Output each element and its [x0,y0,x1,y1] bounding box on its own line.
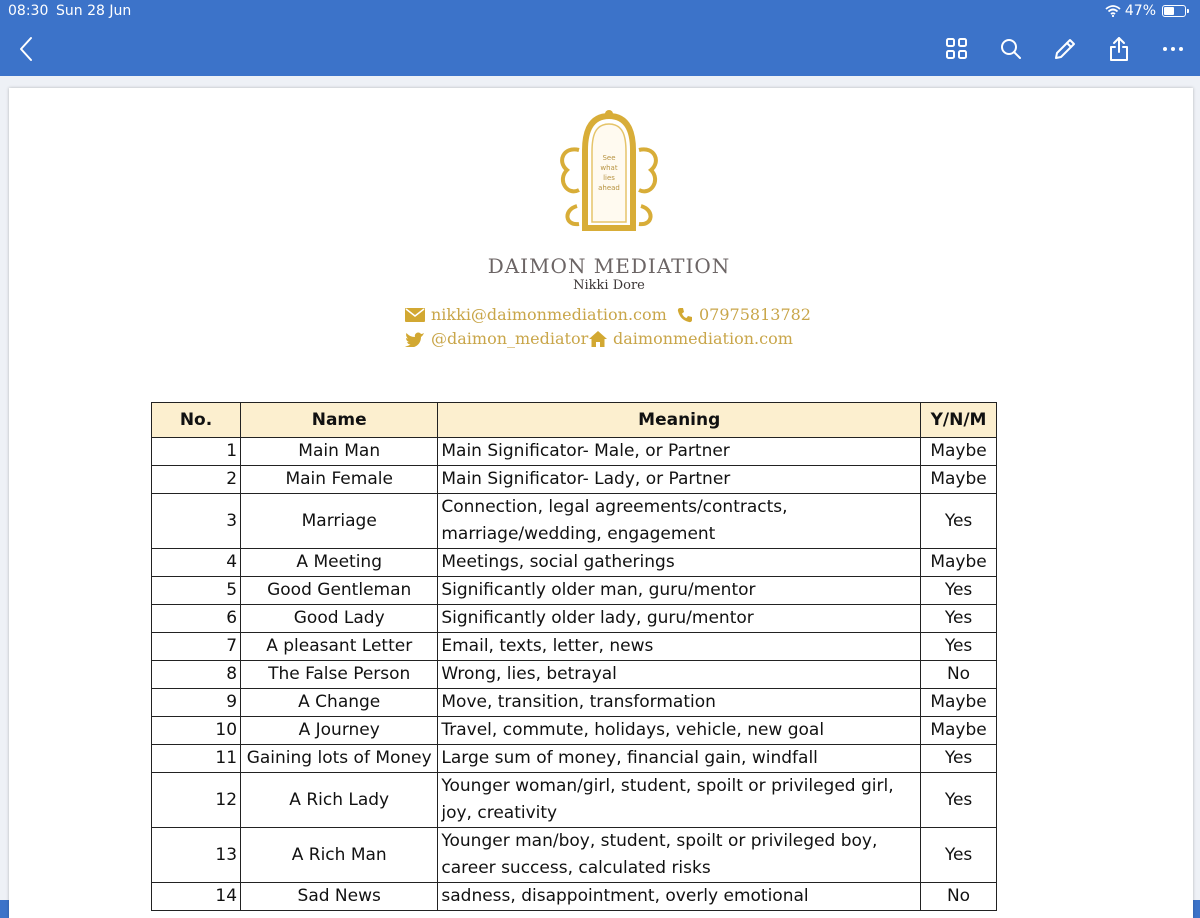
row-number: 14 [152,883,241,911]
row-number: 7 [152,633,241,661]
toolbar [0,22,1200,76]
table-row [152,828,997,883]
row-name: A Meeting [241,549,438,577]
header-no: No. [152,403,241,438]
row-name: Main Female [241,466,438,494]
row-number: 10 [152,717,241,745]
status-bar [0,0,1200,22]
row-meaning: Travel, commute, holidays, vehicle, new goal [438,717,921,745]
contact-twitter [405,329,588,348]
row-meaning: Email, texts, letter, news [438,633,921,661]
mirror-logo [549,110,669,240]
row-ynm: Maybe [921,717,997,745]
battery-icon [1162,5,1186,17]
table-row [152,661,997,689]
header-name: Name [241,403,438,438]
contact-website [589,329,793,348]
brand-title: DAIMON MEDIATION [487,254,731,278]
row-ynm: Yes [921,494,997,549]
table-row [152,577,997,605]
document-page [9,88,1193,918]
table-row [152,883,997,911]
row-ynm: Yes [921,605,997,633]
row-ynm: Yes [921,577,997,605]
more-button[interactable] [1156,32,1190,66]
search-icon [1000,38,1022,60]
row-ynm: Maybe [921,438,997,466]
more-icon [1162,46,1184,52]
table-row [152,466,997,494]
twitter-handle: @daimon_mediator [431,329,589,348]
row-number: 13 [152,828,241,883]
row-name: A pleasant Letter [241,633,438,661]
row-number: 2 [152,466,241,494]
svg-text:See: See [602,154,616,162]
table-row [152,773,997,828]
row-meaning: Significantly older man, guru/mentor [438,577,921,605]
row-ynm: Maybe [921,466,997,494]
share-button[interactable] [1102,32,1136,66]
row-ynm: Yes [921,745,997,773]
row-number: 11 [152,745,241,773]
twitter-icon [405,331,425,347]
row-ynm: No [921,883,997,911]
row-meaning: Large sum of money, financial gain, windfall [438,745,921,773]
phone-text: 07975813782 [699,305,811,324]
row-name: A Rich Lady [241,773,438,828]
phone-icon [677,307,693,323]
row-number: 1 [152,438,241,466]
row-name: Sad News [241,883,438,911]
row-meaning: Main Significator- Lady, or Partner [438,466,921,494]
contact-phone [677,305,811,324]
table-row [152,605,997,633]
status-date: Sun 28 Jun [56,3,132,19]
row-meaning: Younger man/boy, student, spoilt or privileged boy, career success, calculated risks [438,828,921,883]
envelope-icon [405,308,425,322]
header-meaning: Meaning [438,403,921,438]
website-text: daimonmediation.com [613,329,793,348]
row-ynm: Maybe [921,549,997,577]
row-ynm: Yes [921,828,997,883]
status-time: 08:30 [8,3,49,19]
row-ynm: Yes [921,773,997,828]
row-name: A Change [241,689,438,717]
row-name: The False Person [241,661,438,689]
row-name: Good Gentleman [241,577,438,605]
document-viewer[interactable] [0,76,1200,906]
pencil-icon [1053,37,1077,61]
row-meaning: Meetings, social gatherings [438,549,921,577]
table-row [152,549,997,577]
brand-subtitle: Nikki Dore [573,278,645,293]
contact-email [405,305,667,324]
row-meaning: Younger woman/girl, student, spoilt or privileged girl, joy, creativity [438,773,921,828]
row-number: 12 [152,773,241,828]
table-row [152,745,997,773]
home-icon [589,331,607,347]
thumbnails-button[interactable] [940,32,974,66]
table-row [152,717,997,745]
table-row [152,438,997,466]
header-ynm: Y/N/M [921,403,997,438]
svg-text:what: what [600,164,618,172]
row-name: Marriage [241,494,438,549]
row-number: 9 [152,689,241,717]
row-number: 8 [152,661,241,689]
table-row [152,689,997,717]
row-number: 5 [152,577,241,605]
row-number: 4 [152,549,241,577]
wifi-icon [1105,5,1121,17]
row-name: Good Lady [241,605,438,633]
row-name: Gaining lots of Money [241,745,438,773]
battery-percent: 47% [1124,3,1156,19]
row-name: Main Man [241,438,438,466]
row-name: A Journey [241,717,438,745]
row-ynm: No [921,661,997,689]
edit-button[interactable] [1048,32,1082,66]
cards-table [151,402,997,911]
row-ynm: Maybe [921,689,997,717]
status-right [1105,3,1186,19]
row-ynm: Yes [921,633,997,661]
svg-text:lies: lies [603,174,615,182]
row-name: A Rich Man [241,828,438,883]
back-button[interactable] [10,32,44,66]
row-meaning: sadness, disappointment, overly emotional [438,883,921,911]
svg-text:ahead: ahead [598,184,620,192]
chevron-left-icon [17,36,37,62]
table-row [152,494,997,549]
row-meaning: Significantly older lady, guru/mentor [438,605,921,633]
share-icon [1108,36,1130,62]
table-header-row [152,403,997,438]
grid-icon [946,38,968,60]
search-button[interactable] [994,32,1028,66]
row-number: 3 [152,494,241,549]
row-meaning: Wrong, lies, betrayal [438,661,921,689]
row-meaning: Main Significator- Male, or Partner [438,438,921,466]
table-row [152,633,997,661]
row-meaning: Connection, legal agreements/contracts, marriage/wedding, engagement [438,494,921,549]
row-meaning: Move, transition, transformation [438,689,921,717]
row-number: 6 [152,605,241,633]
email-text: nikki@daimonmediation.com [431,305,667,324]
